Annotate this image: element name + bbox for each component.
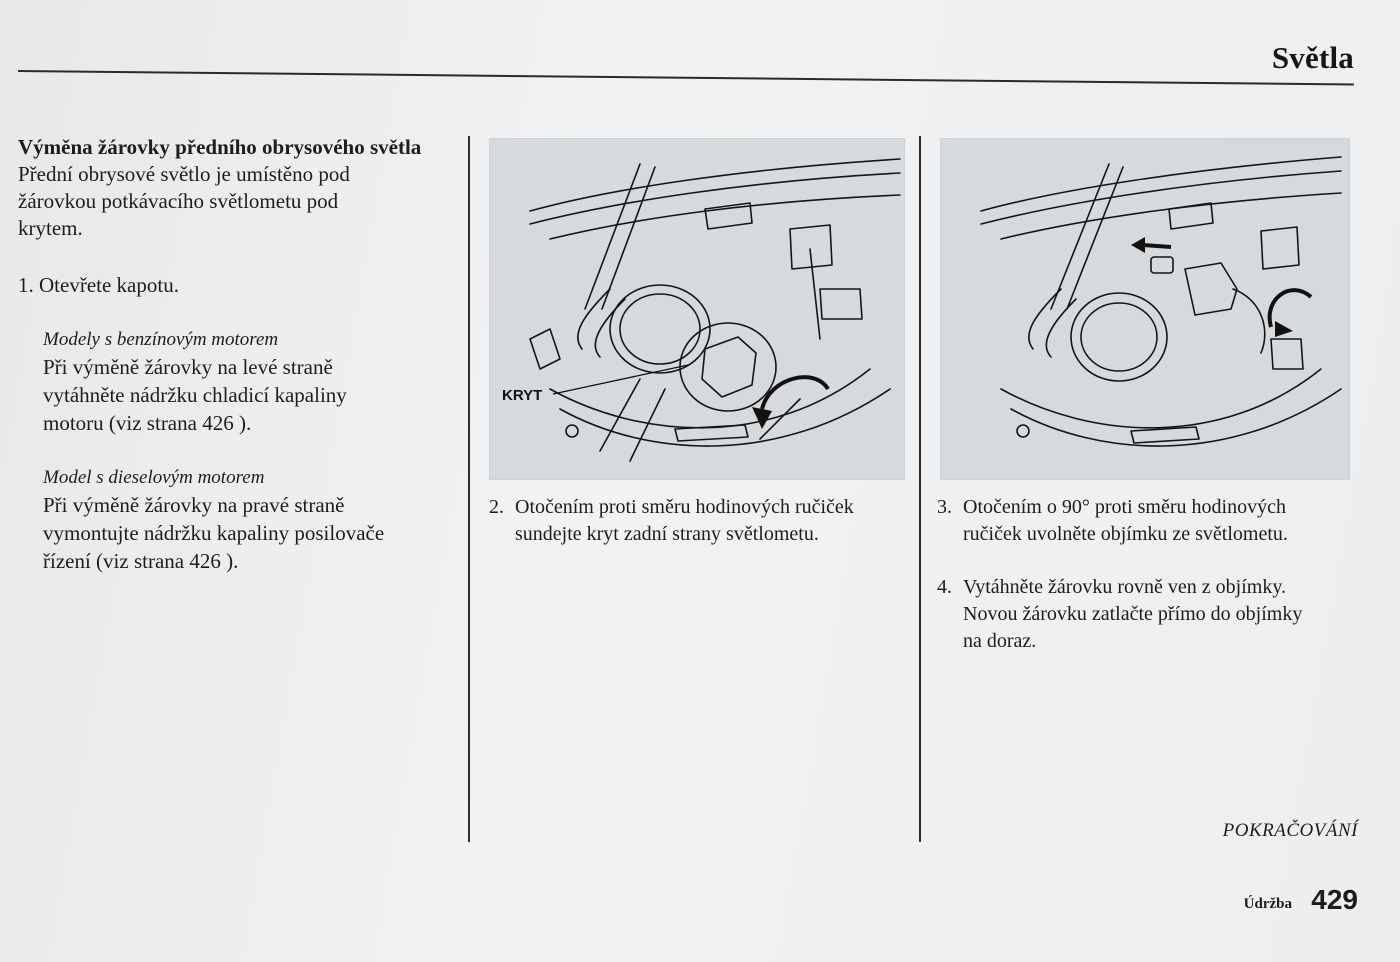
diesel-line: Při výměně žárovky na pravé straně xyxy=(43,493,345,517)
step-number: 4. xyxy=(937,576,952,598)
section-heading: Výměna žárovky předního obrysového světla xyxy=(18,135,422,159)
step-text-line: na doraz. xyxy=(963,630,1037,652)
diesel-line: vymontujte nádržku kapaliny posilovače xyxy=(43,521,385,545)
headlight-illustration xyxy=(490,139,904,479)
left-column xyxy=(18,133,458,575)
socket-illustration xyxy=(941,139,1349,479)
cover-label: KRYT xyxy=(502,387,543,404)
figure-socket-removal xyxy=(940,138,1350,480)
footer-section-name: Údržba xyxy=(1243,896,1292,912)
step-text-line: sundejte kryt zadní strany světlometu. xyxy=(515,523,819,545)
intro-line: krytem. xyxy=(18,216,83,240)
caption-step-4 xyxy=(937,574,1367,655)
intro-paragraph xyxy=(18,161,458,242)
step-1: 1. Otevřete kapotu. xyxy=(18,273,179,297)
figure-cover-removal xyxy=(489,138,905,480)
step-number: 3. xyxy=(937,496,952,518)
petrol-line: Při výměně žárovky na levé straně xyxy=(43,355,333,379)
diesel-line: řízení (viz strana 426 ). xyxy=(43,549,239,573)
caption-step-3 xyxy=(937,494,1367,548)
intro-line: žárovkou potkávacího světlometu pod xyxy=(18,189,339,213)
step-number: 2. xyxy=(489,496,504,518)
step-text-line: Novou žárovku zatlačte přímo do objímky xyxy=(963,603,1303,625)
step-text-line: Vytáhněte žárovku rovně ven z objímky. xyxy=(963,576,1287,598)
intro-line: Přední obrysové světlo je umístěno pod xyxy=(18,162,350,186)
caption-step-2 xyxy=(489,494,909,548)
petrol-line: vytáhněte nádržku chladicí kapaliny xyxy=(43,383,347,407)
column-divider-left xyxy=(468,136,470,842)
petrol-model-note xyxy=(43,327,458,437)
petrol-heading: Modely s benzínovým motorem xyxy=(43,329,279,350)
column-divider-right xyxy=(919,136,921,842)
diesel-model-note xyxy=(43,465,458,575)
step-text-line: ručiček uvolněte objímku ze světlometu. xyxy=(963,523,1288,545)
step-text-line: Otočením proti směru hodinových ručiček xyxy=(515,496,854,518)
petrol-line: motoru (viz strana 426 ). xyxy=(43,411,252,435)
page-number: 429 xyxy=(1311,884,1358,915)
page-title: Světla xyxy=(1271,40,1354,75)
continued-label: POKRAČOVÁNÍ xyxy=(1222,820,1358,841)
step-text-line: Otočením o 90° proti směru hodinových xyxy=(963,496,1286,518)
diesel-heading: Model s dieselovým motorem xyxy=(43,467,265,488)
